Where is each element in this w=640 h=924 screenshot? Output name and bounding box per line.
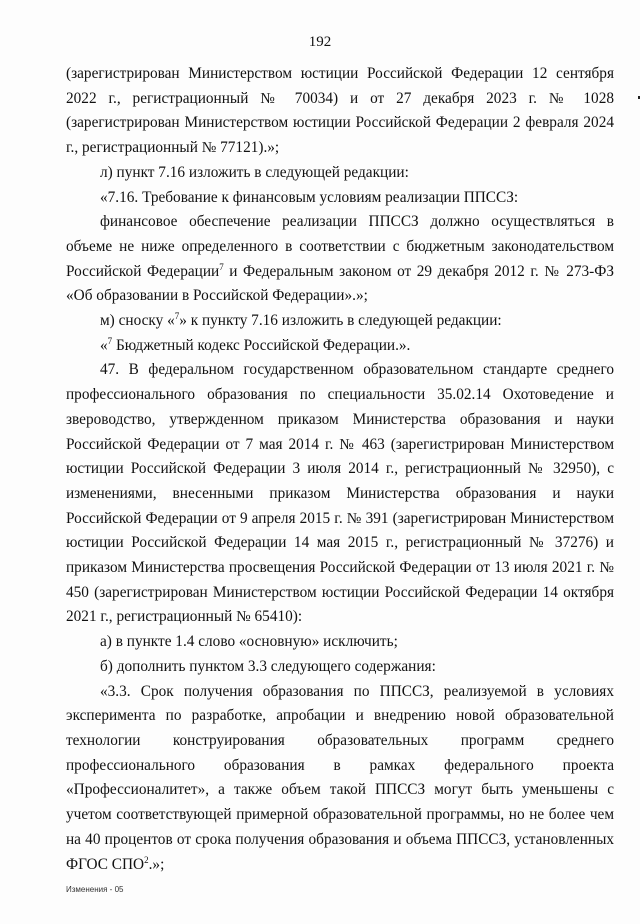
paragraph-financial-provision — [66, 210, 614, 309]
paragraph-requirement-7-16: «7.16. Требование к финансовым условиям реализации ППССЗ: — [100, 188, 519, 206]
footer-revision-code: Изменения - 05 — [66, 885, 124, 894]
text-segment: Бюджетный кодекс Российской Федерации.». — [112, 336, 411, 354]
paragraph-item-b: б) дополнить пунктом 3.3 следующего содержания: — [100, 657, 436, 675]
paragraph-registration-continuation: (зарегистрирован Министерством юстиции Российской Федерации 12 сентября 2022 г., регистрационный № 70034) и от 27 декабря 2023 г. № 1028 (зарегистрирован Министерством юстиции Российской Федерации 2 февраля 2024 г., регистрационный № 77121).»; — [66, 65, 614, 157]
text-segment: » к пункту 7.16 изложить в следующей редакции: — [179, 312, 502, 330]
text-segment: финансовое обеспечение реализации ППССЗ должно осуществляться в объеме не ниже определенного в соответствии с бюджетным законодательством Российской Федерации — [66, 213, 614, 280]
paragraph-item-m — [66, 309, 614, 334]
text-segment: и Федеральным законом от 29 декабря 2012 г. № 273-ФЗ «Об образовании в Российской Федерации».»; — [66, 262, 615, 305]
text-segment: « — [100, 336, 108, 354]
footnote-ref-2: 2 — [144, 854, 149, 865]
paragraph-footnote-7-text — [66, 334, 614, 359]
paragraph-item-a: а) в пункте 1.4 слово «основную» исключить; — [100, 633, 398, 651]
text-segment: «3.3. Срок получения образования по ППССЗ, реализуемой в условиях эксперимента по разработке, апробации и внедрению новой образовательной технологии конструирования образовательных программ среднего профессионального образования в рамках федерального проекта «Профессионалитет», а также объем такой ППССЗ могут быть уменьшены с учетом соответствующей примерной образовательной программы, но не более чем на 40 процентов от срока получения образования и объема ППССЗ, установленных ФГОС СПО — [66, 682, 614, 873]
text-segment: м) сноску « — [100, 312, 175, 330]
paragraph-item-3-3 — [66, 680, 614, 878]
paragraph-item-l: л) пункт 7.16 изложить в следующей редакции: — [100, 163, 409, 181]
footnote-ref-7: 7 — [107, 335, 113, 346]
footnote-ref-7: 7 — [174, 310, 180, 321]
document-body — [66, 62, 614, 877]
text-segment: .»; — [148, 855, 165, 873]
paragraph-item-47: 47. В федеральном государственном образовательном стандарте среднего профессионального образования по специальности 35.02.14 Охотоведение и звероводство, утвержденном приказом Министерства образования и науки Российской Федерации от 7 мая 2014 г. № 463 (зарегистрирован Министерством юстиции Российской Федерации 3 июля 2014 г., регистрационный № 32950), с изменениями, внесенными приказом Министерства образования и науки Российской Федерации от 9 апреля 2015 г. № 391 (зарегистрирован Министерством юстиции Российской Федерации 14 мая 2015 г., регистрационный № 37276) и приказом Министерства просвещения Российской Федерации от 13 июля 2021 г. № 450 (зарегистрирован Министерством юстиции Российской Федерации 14 октября 2021 г., регистрационный № 65410): — [66, 361, 614, 626]
page-number: 192 — [308, 34, 332, 50]
footnote-ref-7: 7 — [219, 261, 224, 272]
